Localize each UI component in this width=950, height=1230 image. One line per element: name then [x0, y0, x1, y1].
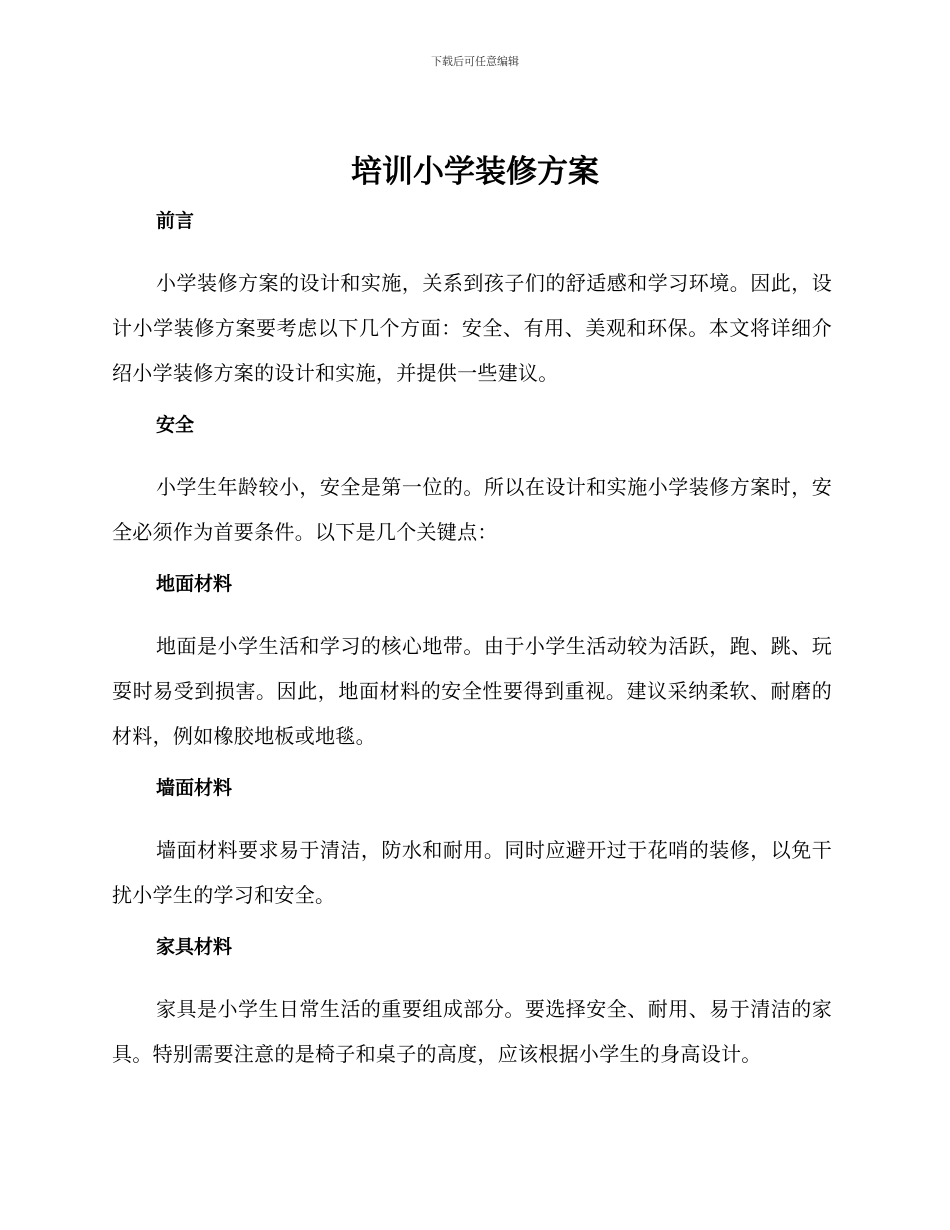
section-heading-wall-materials: 墙面材料	[156, 777, 233, 799]
document-title: 培训小学装修方案	[351, 154, 599, 190]
section-heading-furniture-materials: 家具材料	[156, 936, 233, 958]
document-body	[112, 203, 832, 1077]
section-heading-preface: 前言	[156, 210, 195, 232]
section-paragraph-wall-materials: 墙面材料要求易于清洁，防水和耐用。同时应避开过于花哨的装修，以免干扰小学生的学习和安全。	[112, 838, 832, 907]
section-paragraph-preface: 小学装修方案的设计和实施，关系到孩子们的舒适感和学习环境。因此，设计小学装修方案要考虑以下几个方面：安全、有用、美观和环保。本文将详细介绍小学装修方案的设计和实施，并提供一些建议。	[112, 271, 832, 385]
section-paragraph-furniture-materials: 家具是小学生日常生活的重要组成部分。要选择安全、耐用、易于清洁的家具。特别需要注意的是椅子和桌子的高度，应该根据小学生的身高设计。	[112, 997, 832, 1066]
section-paragraph-safety: 小学生年龄较小，安全是第一位的。所以在设计和实施小学装修方案时，安全必须作为首要条件。以下是几个关键点：	[112, 475, 832, 544]
section-heading-floor-materials: 地面材料	[156, 573, 233, 595]
page-header-note: 下载后可任意编辑	[431, 55, 519, 68]
section-heading-safety: 安全	[156, 414, 195, 436]
section-paragraph-floor-materials: 地面是小学生活和学习的核心地带。由于小学生活动较为活跃，跑、跳、玩耍时易受到损害。因此，地面材料的安全性要得到重视。建议采纳柔软、耐磨的材料，例如橡胶地板或地毯。	[112, 634, 832, 748]
